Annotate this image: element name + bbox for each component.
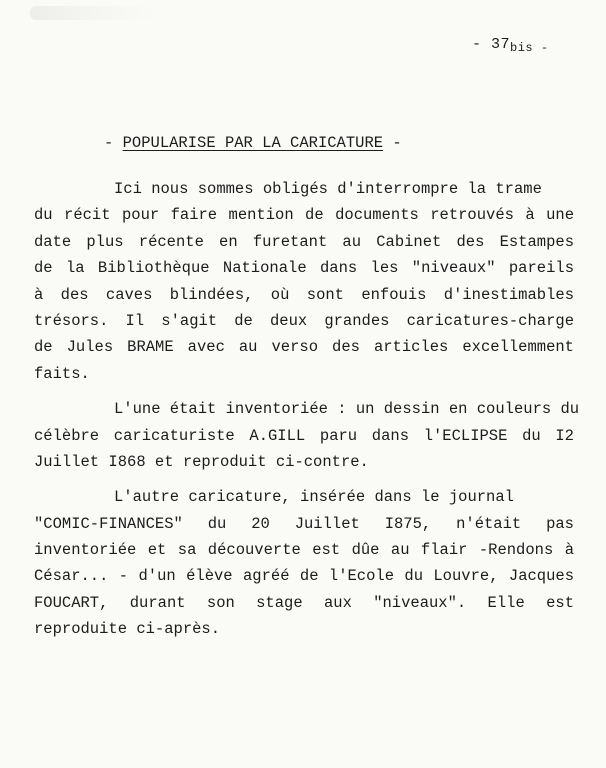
paragraph-1-line: date plus récente en furetant au Cabinet des Estampes: [34, 232, 574, 251]
paragraph-2-line: Juillet I868 et reproduit ci-contre.: [34, 452, 369, 471]
paragraph-3-line: FOUCART, durant son stage aux "niveaux". Elle est: [34, 593, 574, 612]
body-text: [34, 176, 580, 643]
paragraph-3-line: reproduite ci-après.: [34, 620, 221, 639]
paragraph-2-line: célèbre caricaturiste A.GILL paru dans l'ECLIPSE du I2: [34, 426, 574, 445]
paragraph-3-line: César... - d'un élève agréé de l'Ecole du Louvre, Jacques: [34, 567, 574, 586]
paragraph-1-line: à des caves blindées, où sont enfouis d'inestimables: [34, 285, 574, 304]
page-number: [472, 36, 549, 53]
page-number-value: - 37: [472, 36, 511, 53]
paragraph-1-line: de la Bibliothèque Nationale dans les "niveaux" pareils: [34, 259, 574, 278]
paragraph-2-line: L'une était inventoriée : un dessin en couleurs du: [114, 400, 580, 419]
heading-suffix: -: [392, 134, 402, 152]
section-heading: [104, 134, 402, 152]
paragraph-1-line: de Jules BRAME avec au verso des articles excellemment: [34, 338, 574, 357]
paragraph-1-line: du récit pour faire mention de documents retrouvés à une: [34, 206, 574, 225]
heading-prefix: -: [104, 134, 114, 152]
paragraph-gap: [34, 475, 574, 484]
paragraph-3-line: inventoriée et sa découverte est dûe au flair -Rendons à: [34, 541, 574, 560]
page-number-suffix: bis -: [510, 41, 549, 55]
scan-smudge: [30, 6, 160, 20]
paragraph-3-line: "COMIC-FINANCES" du 20 Juillet I875, n'était pas: [34, 514, 574, 533]
paragraph-1-line: Ici nous sommes obligés d'interrompre la trame: [114, 180, 542, 198]
paragraph-gap: [34, 387, 574, 396]
paragraph-1-line: trésors. Il s'agit de deux grandes caricatures-charge: [34, 311, 574, 330]
paragraph-3-line: L'autre caricature, insérée dans le journal: [114, 488, 514, 507]
paragraph-1-line: faits.: [34, 364, 90, 383]
heading-title: POPULARISE PAR LA CARICATURE: [122, 134, 384, 152]
